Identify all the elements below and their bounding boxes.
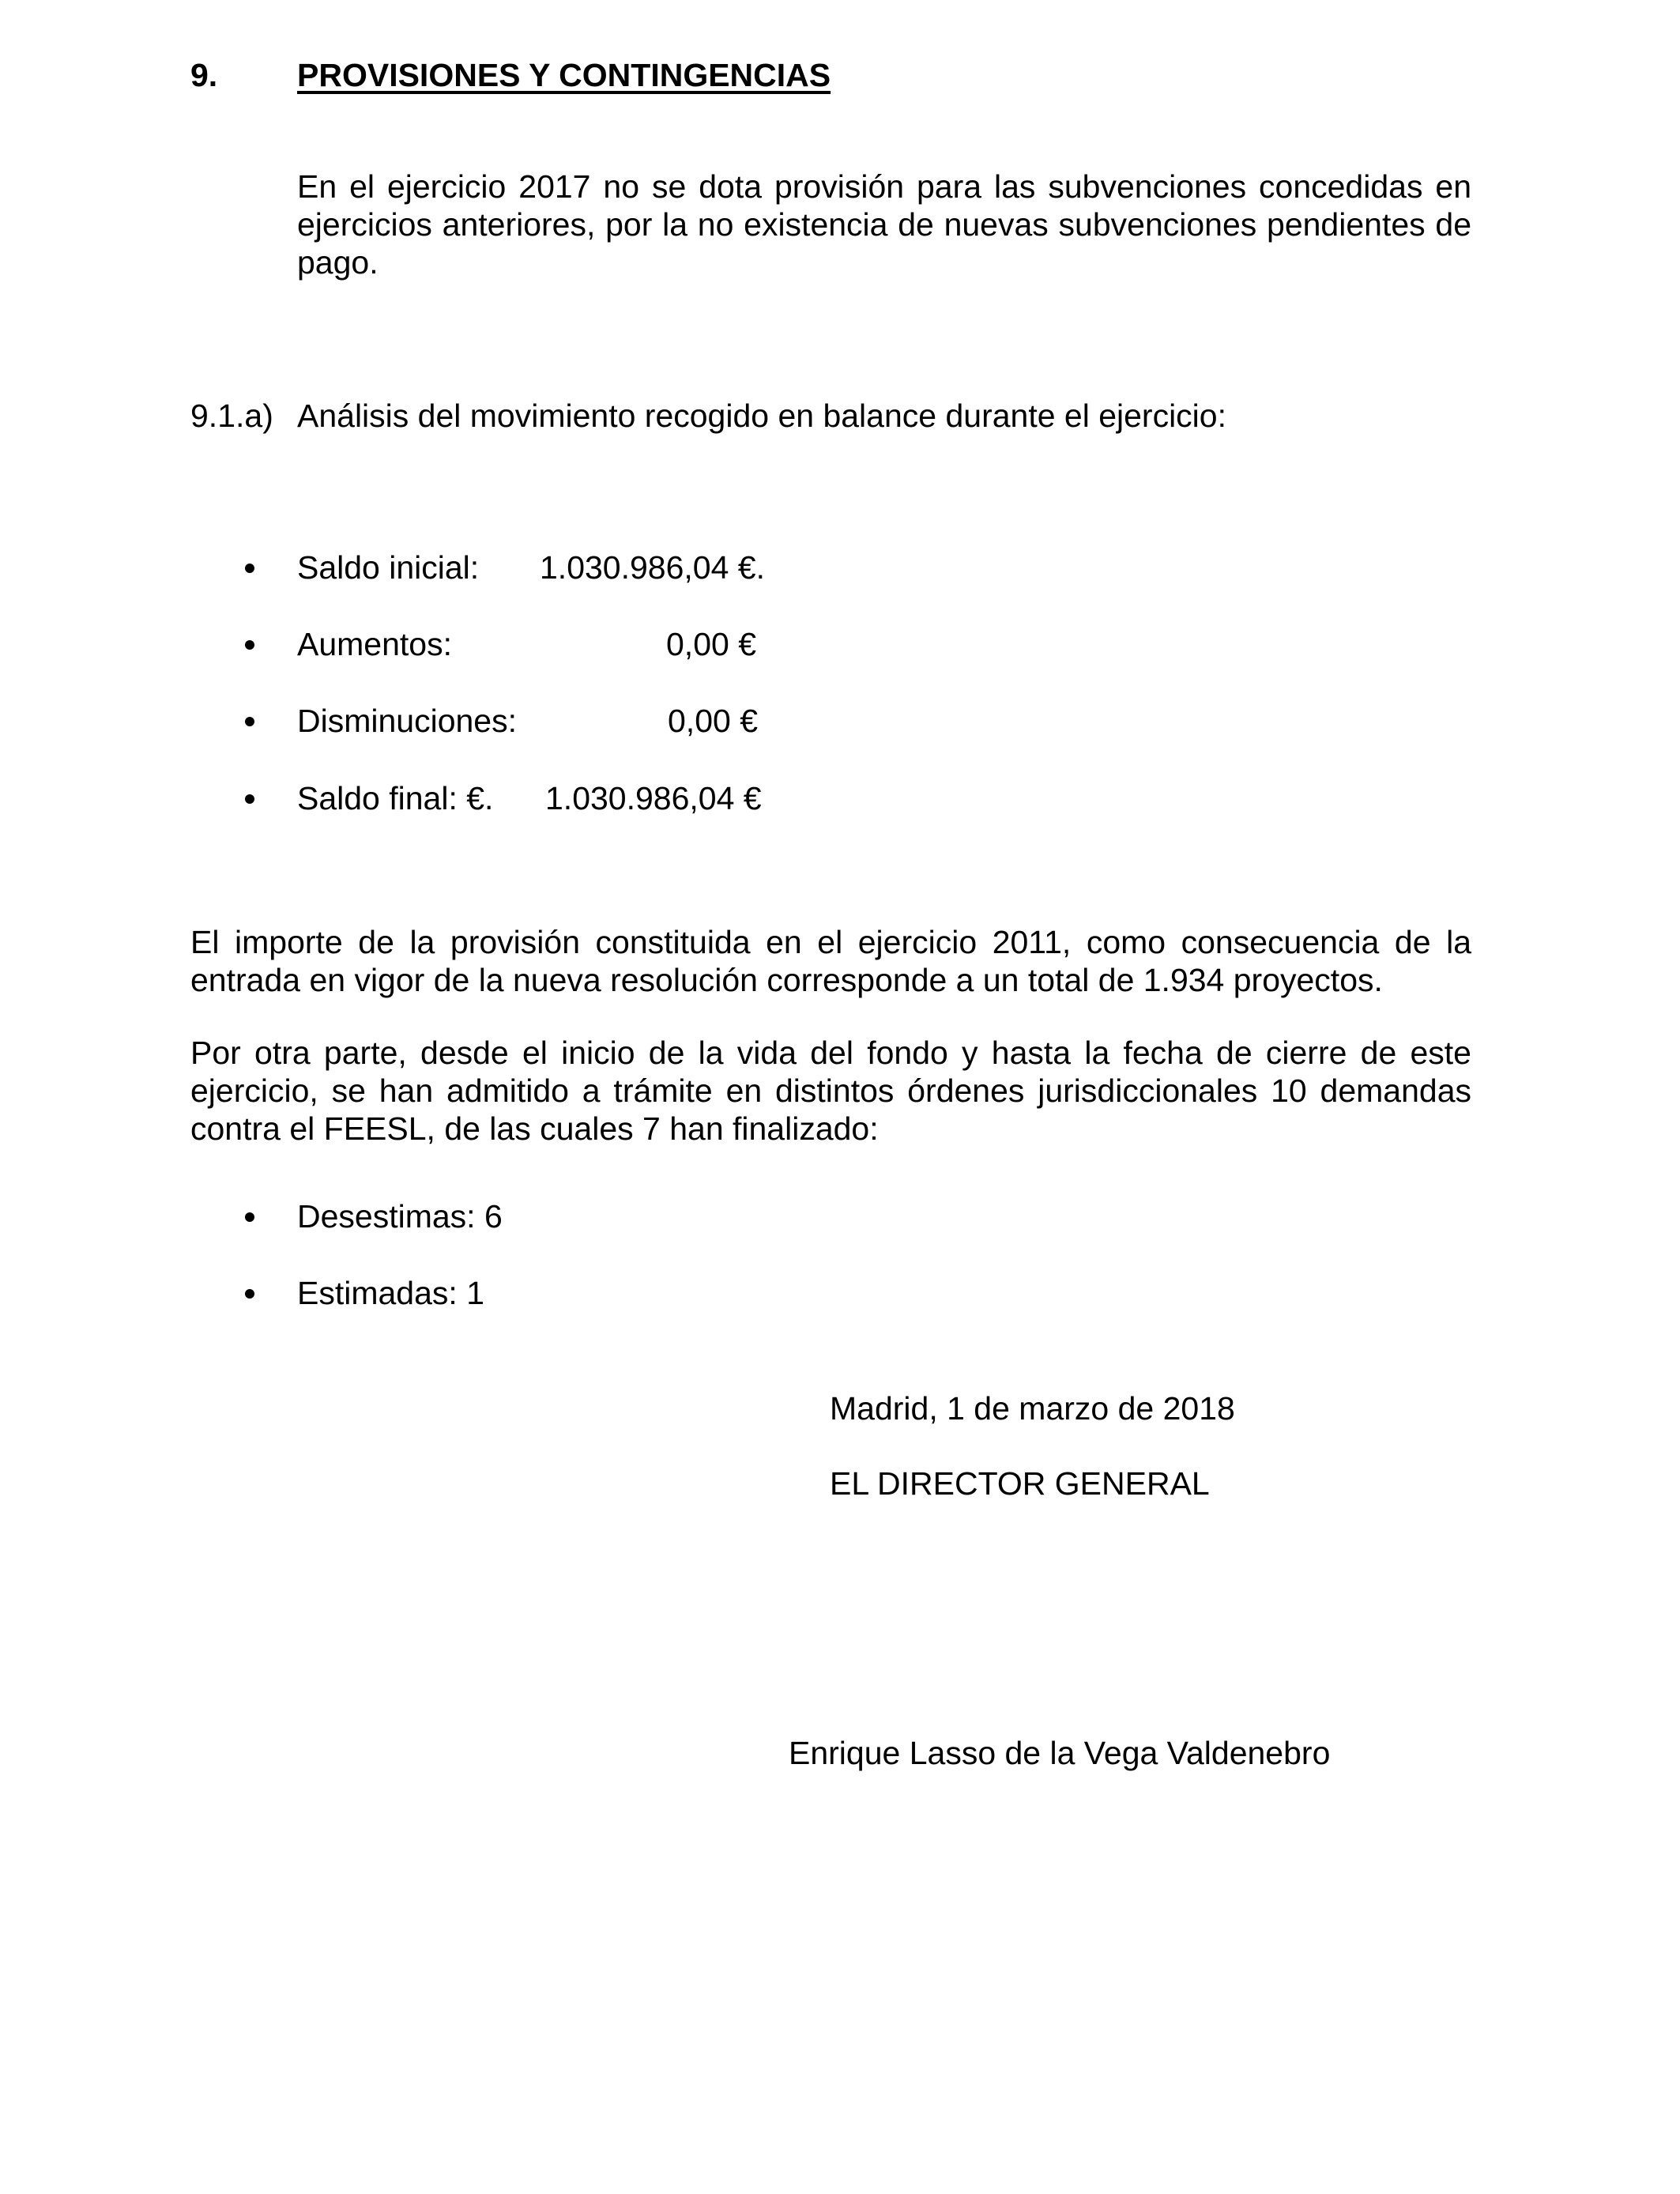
provision-paragraph: El importe de la provisión constituida en el ejercicio 2011, como consecuencia de la entrada en vigor de la nueva resolución corresponde a un total de 1.934 proyectos.	[190, 924, 1471, 998]
balance-value: 1.030.986,04 €	[545, 780, 762, 816]
section-number: 9.	[190, 57, 218, 93]
balance-label: Aumentos:	[297, 626, 452, 662]
bullet-icon	[242, 637, 258, 653]
signer-role: EL DIRECTOR GENERAL	[830, 1465, 1210, 1502]
outcome-label: Desestimas: 6	[297, 1198, 503, 1235]
place-date: Madrid, 1 de marzo de 2018	[830, 1390, 1235, 1427]
bullet-icon	[242, 714, 258, 729]
lawsuits-paragraph: Por otra parte, desde el inicio de la vida del fondo y hasta la fecha de cierre de este ejercicio, se han admitido a trámite en distintos órdenes jurisdiccionales 10 demandas contra el FEESL, de las cuales 7 han finalizado:	[190, 1035, 1471, 1147]
bullet-icon	[242, 1286, 258, 1302]
balance-value: 1.030.986,04 €.	[540, 549, 765, 586]
outcome-label: Estimadas: 1	[297, 1275, 484, 1311]
bullet-icon	[242, 1209, 258, 1225]
section-title: PROVISIONES Y CONTINGENCIAS	[297, 57, 831, 93]
subsection-number: 9.1.a)	[190, 398, 273, 434]
balance-label: Saldo inicial:	[297, 549, 480, 586]
balance-label: Saldo final: €.	[297, 780, 494, 816]
intro-paragraph: En el ejercicio 2017 no se dota provisión para las subvenciones concedidas en ejercicios anteriores, por la no existencia de nuevas subvenciones pendientes de pago.	[297, 168, 1471, 281]
subsection-title: Análisis del movimiento recogido en balance durante el ejercicio:	[297, 398, 1226, 434]
balance-value: 0,00 €	[666, 626, 756, 662]
balance-value: 0,00 €	[668, 703, 758, 739]
bullet-icon	[242, 560, 258, 576]
signer-name: Enrique Lasso de la Vega Valdenebro	[789, 1735, 1331, 1771]
bullet-icon	[242, 791, 258, 807]
balance-label: Disminuciones:	[297, 703, 517, 739]
